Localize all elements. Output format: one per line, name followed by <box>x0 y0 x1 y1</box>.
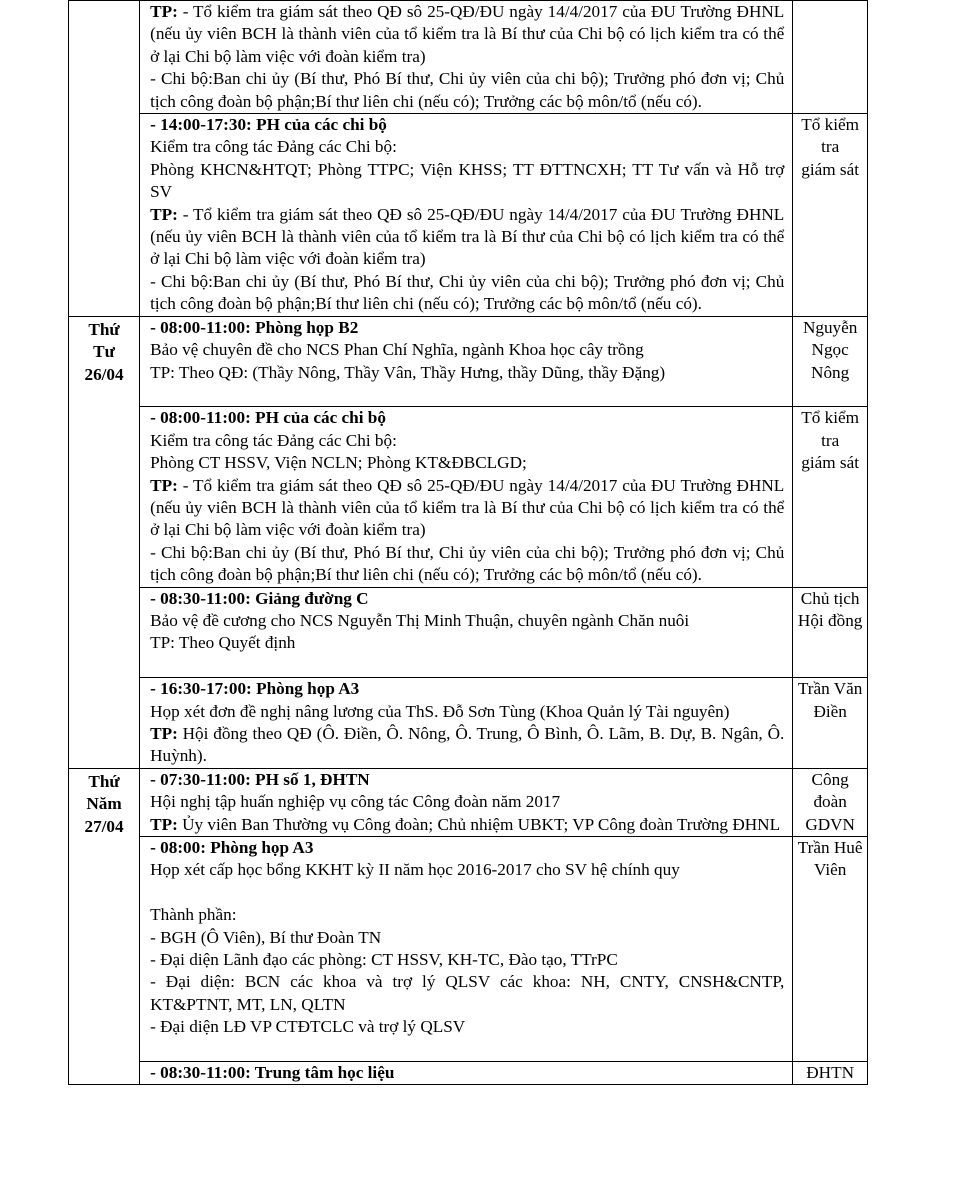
day-label: 26/04 <box>84 364 124 384</box>
blank-line <box>150 384 784 406</box>
event-content <box>140 114 793 317</box>
event-heading: - 08:30-11:00: Giảng đường C <box>150 588 369 608</box>
event-heading: - 07:30-11:00: PH số 1, ĐHTN <box>150 769 370 789</box>
event-line-text: - Đại diện: BCN các khoa và trợ lý QLSV các khoa: NH, CNTY, CNSH&CNTP, KT&PTNT, MT, LN, QLTN <box>150 972 785 1014</box>
event-content <box>140 837 793 1062</box>
host-cell <box>793 837 868 1062</box>
event-line-text: Kiểm tra công tác Đảng các Chi bộ: <box>150 137 397 157</box>
event-content <box>140 1062 793 1085</box>
host-cell <box>793 407 868 587</box>
host-name: giám sát <box>801 453 860 473</box>
host-name: Chủ tịch <box>800 588 860 608</box>
event-line <box>150 339 784 361</box>
event-heading: - 08:00-11:00: Phòng họp B2 <box>150 317 359 337</box>
event-line-text: - Tổ kiểm tra giám sát theo QĐ sô 25-QĐ/ĐU ngày 14/4/2017 của ĐU Trường ĐHNL (nếu ủy viên BCH là thành viên của tổ kiểm tra là Bí thư của Chi bộ có lịch kiểm tra có thể ở lại Chi bộ làm việc với đoàn kiểm tra) <box>150 475 785 540</box>
event-line <box>150 1016 784 1038</box>
host-cell <box>793 316 868 407</box>
blank-line <box>150 655 784 677</box>
host-cell <box>793 1062 868 1085</box>
event-line <box>150 791 784 813</box>
event-line-text: Họp xét đơn đề nghị nâng lương của ThS. Đỗ Sơn Tùng (Khoa Quản lý Tài nguyên) <box>150 701 730 721</box>
host-name: Tổ kiểm tra <box>801 115 860 157</box>
event-line <box>150 68 784 113</box>
participants-label: TP: <box>150 723 178 743</box>
host-name: Viên <box>813 860 847 880</box>
event-line <box>150 927 784 949</box>
blank-line <box>150 1039 784 1061</box>
event-content <box>140 768 793 836</box>
event-content <box>140 316 793 407</box>
schedule-row <box>69 316 868 407</box>
host-name: Tổ kiểm tra <box>801 408 860 450</box>
schedule-row <box>69 837 868 1062</box>
event-line <box>150 904 784 926</box>
event-line-text: - Tổ kiểm tra giám sát theo QĐ sô 25-QĐ/ĐU ngày 14/4/2017 của ĐU Trường ĐHNL (nếu ủy viên BCH là thành viên của tổ kiểm tra là Bí thư của Chi bộ có lịch kiểm tra có thể ở lại Chi bộ làm việc với đoàn kiểm tra) <box>150 2 785 66</box>
event-line <box>150 136 784 158</box>
event-line-text: Bảo vệ đề cương cho NCS Nguyễn Thị Minh Thuận, chuyên ngành Chăn nuôi <box>150 610 690 630</box>
event-line <box>150 723 784 768</box>
event-line-text: - Tổ kiểm tra giám sát theo QĐ sô 25-QĐ/ĐU ngày 14/4/2017 của ĐU Trường ĐHNL (nếu ủy viên BCH là thành viên của tổ kiểm tra là Bí thư của Chi bộ có lịch kiểm tra có thể ở lại Chi bộ làm việc với đoàn kiểm tra) <box>150 204 785 269</box>
event-line <box>150 452 784 474</box>
host-cell <box>793 1 868 114</box>
event-line-text: - Chi bộ:Ban chi ủy (Bí thư, Phó Bí thư, Chi ủy viên của chi bộ); Trưởng phó đơn vị; Chủ tịch công đoàn bộ phận;Bí thư liên chi (nếu có); Trưởng các bộ môn/tổ (nếu có). <box>150 69 785 111</box>
event-line-text: - BGH (Ô Viên), Bí thư Đoàn TN <box>150 927 382 947</box>
day-label: Năm <box>86 794 122 814</box>
event-line-text: Bảo vệ chuyên đề cho NCS Phan Chí Nghĩa, ngành Khoa học cây trồng <box>150 340 644 360</box>
day-cell <box>69 1 140 317</box>
event-line-text: TP: Theo Quyết định <box>150 633 296 653</box>
host-cell <box>793 587 868 678</box>
event-line-text: Kiểm tra công tác Đảng các Chi bộ: <box>150 430 397 450</box>
event-line-text: Họp xét cấp học bổng KKHT kỳ II năm học 2016-2017 cho SV hệ chính quy <box>150 860 680 880</box>
host-name: Công đoàn <box>811 769 849 812</box>
event-line-text: Hội nghị tập huấn nghiệp vụ công tác Công đoàn năm 2017 <box>150 792 561 812</box>
day-label: Thứ <box>88 771 120 791</box>
host-name: GDVN <box>805 814 855 834</box>
event-heading: - 08:00: Phòng họp A3 <box>150 838 314 857</box>
participants-label: TP: <box>150 204 178 224</box>
event-line-text: - Đại diện Lãnh đạo các phòng: CT HSSV, KH-TC, Đào tạo, TTrPC <box>150 950 618 970</box>
event-line <box>150 430 784 452</box>
schedule-row <box>69 678 868 769</box>
event-line <box>150 362 784 384</box>
event-line-text: - Chi bộ:Ban chi ủy (Bí thư, Phó Bí thư, Chi ủy viên của chi bộ); Trưởng phó đơn vị; Chủ tịch công đoàn bộ phận;Bí thư liên chi (nếu có); Trưởng các bộ môn/tổ (nếu có). <box>150 271 785 314</box>
event-content <box>140 587 793 678</box>
host-name: ĐHTN <box>806 1063 855 1083</box>
host-cell <box>793 114 868 317</box>
host-name: Trần Văn <box>797 679 863 699</box>
event-heading: - 14:00-17:30: PH của các chi bộ <box>150 115 387 135</box>
event-line-text: Phòng CT HSSV, Viện NCLN; Phòng KT&ĐBCLGD; <box>150 453 527 473</box>
event-line <box>150 701 784 723</box>
schedule-row <box>69 768 868 836</box>
participants-label: TP: <box>150 814 178 834</box>
event-content <box>140 407 793 587</box>
event-line <box>150 814 784 836</box>
day-cell <box>69 768 140 1085</box>
event-line <box>150 542 784 587</box>
host-name: Hội đồng <box>797 610 863 630</box>
event-line-text: - Đại diện LĐ VP CTĐTCLC và trợ lý QLSV <box>150 1017 466 1037</box>
event-line <box>150 271 784 316</box>
event-heading: - 16:30-17:00: Phòng họp A3 <box>150 679 360 699</box>
host-name: Điền <box>813 701 847 721</box>
schedule-table <box>68 0 868 1085</box>
event-line <box>150 859 784 881</box>
event-line-text: Hội đồng theo QĐ (Ô. Điền, Ô. Nông, Ô. Trung, Ô Bình, Ô. Lãm, B. Dự, B. Ngân, Ô. Huỳnh). <box>150 723 785 766</box>
participants-label: TP: <box>150 2 178 21</box>
schedule-row <box>69 587 868 678</box>
event-line-text: TP: Theo QĐ: (Thầy Nông, Thầy Vân, Thầy Hưng, thầy Dũng, thầy Đặng) <box>150 362 666 382</box>
event-line-text: - Chi bộ:Ban chi ủy (Bí thư, Phó Bí thư, Chi ủy viên của chi bộ); Trưởng phó đơn vị; Chủ tịch công đoàn bộ phận;Bí thư liên chi (nếu có); Trưởng các bộ môn/tổ (nếu có). <box>150 542 785 585</box>
host-name: Trần Huê <box>797 838 863 857</box>
participants-label: TP: <box>150 475 178 495</box>
event-line-text: Phòng KHCN&HTQT; Phòng TTPC; Viện KHSS; TT ĐTTNCXH; TT Tư vấn và Hỗ trợ SV <box>150 159 785 202</box>
schedule-row <box>69 407 868 587</box>
event-line-text: Ủy viên Ban Thường vụ Công đoàn; Chủ nhiệm UBKT; VP Công đoàn Trường ĐHNL <box>177 814 781 834</box>
event-heading: - 08:30-11:00: Trung tâm học liệu <box>150 1063 395 1083</box>
event-line <box>150 204 784 271</box>
event-line <box>150 971 784 1016</box>
event-line <box>150 632 784 654</box>
host-cell <box>793 768 868 836</box>
event-heading: - 08:00-11:00: PH của các chi bộ <box>150 408 386 428</box>
host-name: Ngọc Nông <box>811 340 850 382</box>
day-cell <box>69 316 140 768</box>
event-line <box>150 1 784 68</box>
day-label: Thứ <box>88 319 120 339</box>
host-name: giám sát <box>801 159 860 179</box>
schedule-row <box>69 1 868 114</box>
event-line <box>150 475 784 542</box>
host-cell <box>793 678 868 769</box>
event-content <box>140 678 793 769</box>
event-line <box>150 159 784 204</box>
host-name: Nguyễn <box>802 317 858 337</box>
event-line-text: Thành phần: <box>150 905 237 925</box>
day-label: 27/04 <box>84 816 124 836</box>
event-line <box>150 610 784 632</box>
event-line <box>150 882 784 904</box>
event-content <box>140 1 793 114</box>
day-label: Tư <box>93 342 115 362</box>
schedule-row <box>69 114 868 317</box>
schedule-row <box>69 1062 868 1085</box>
event-line <box>150 949 784 971</box>
